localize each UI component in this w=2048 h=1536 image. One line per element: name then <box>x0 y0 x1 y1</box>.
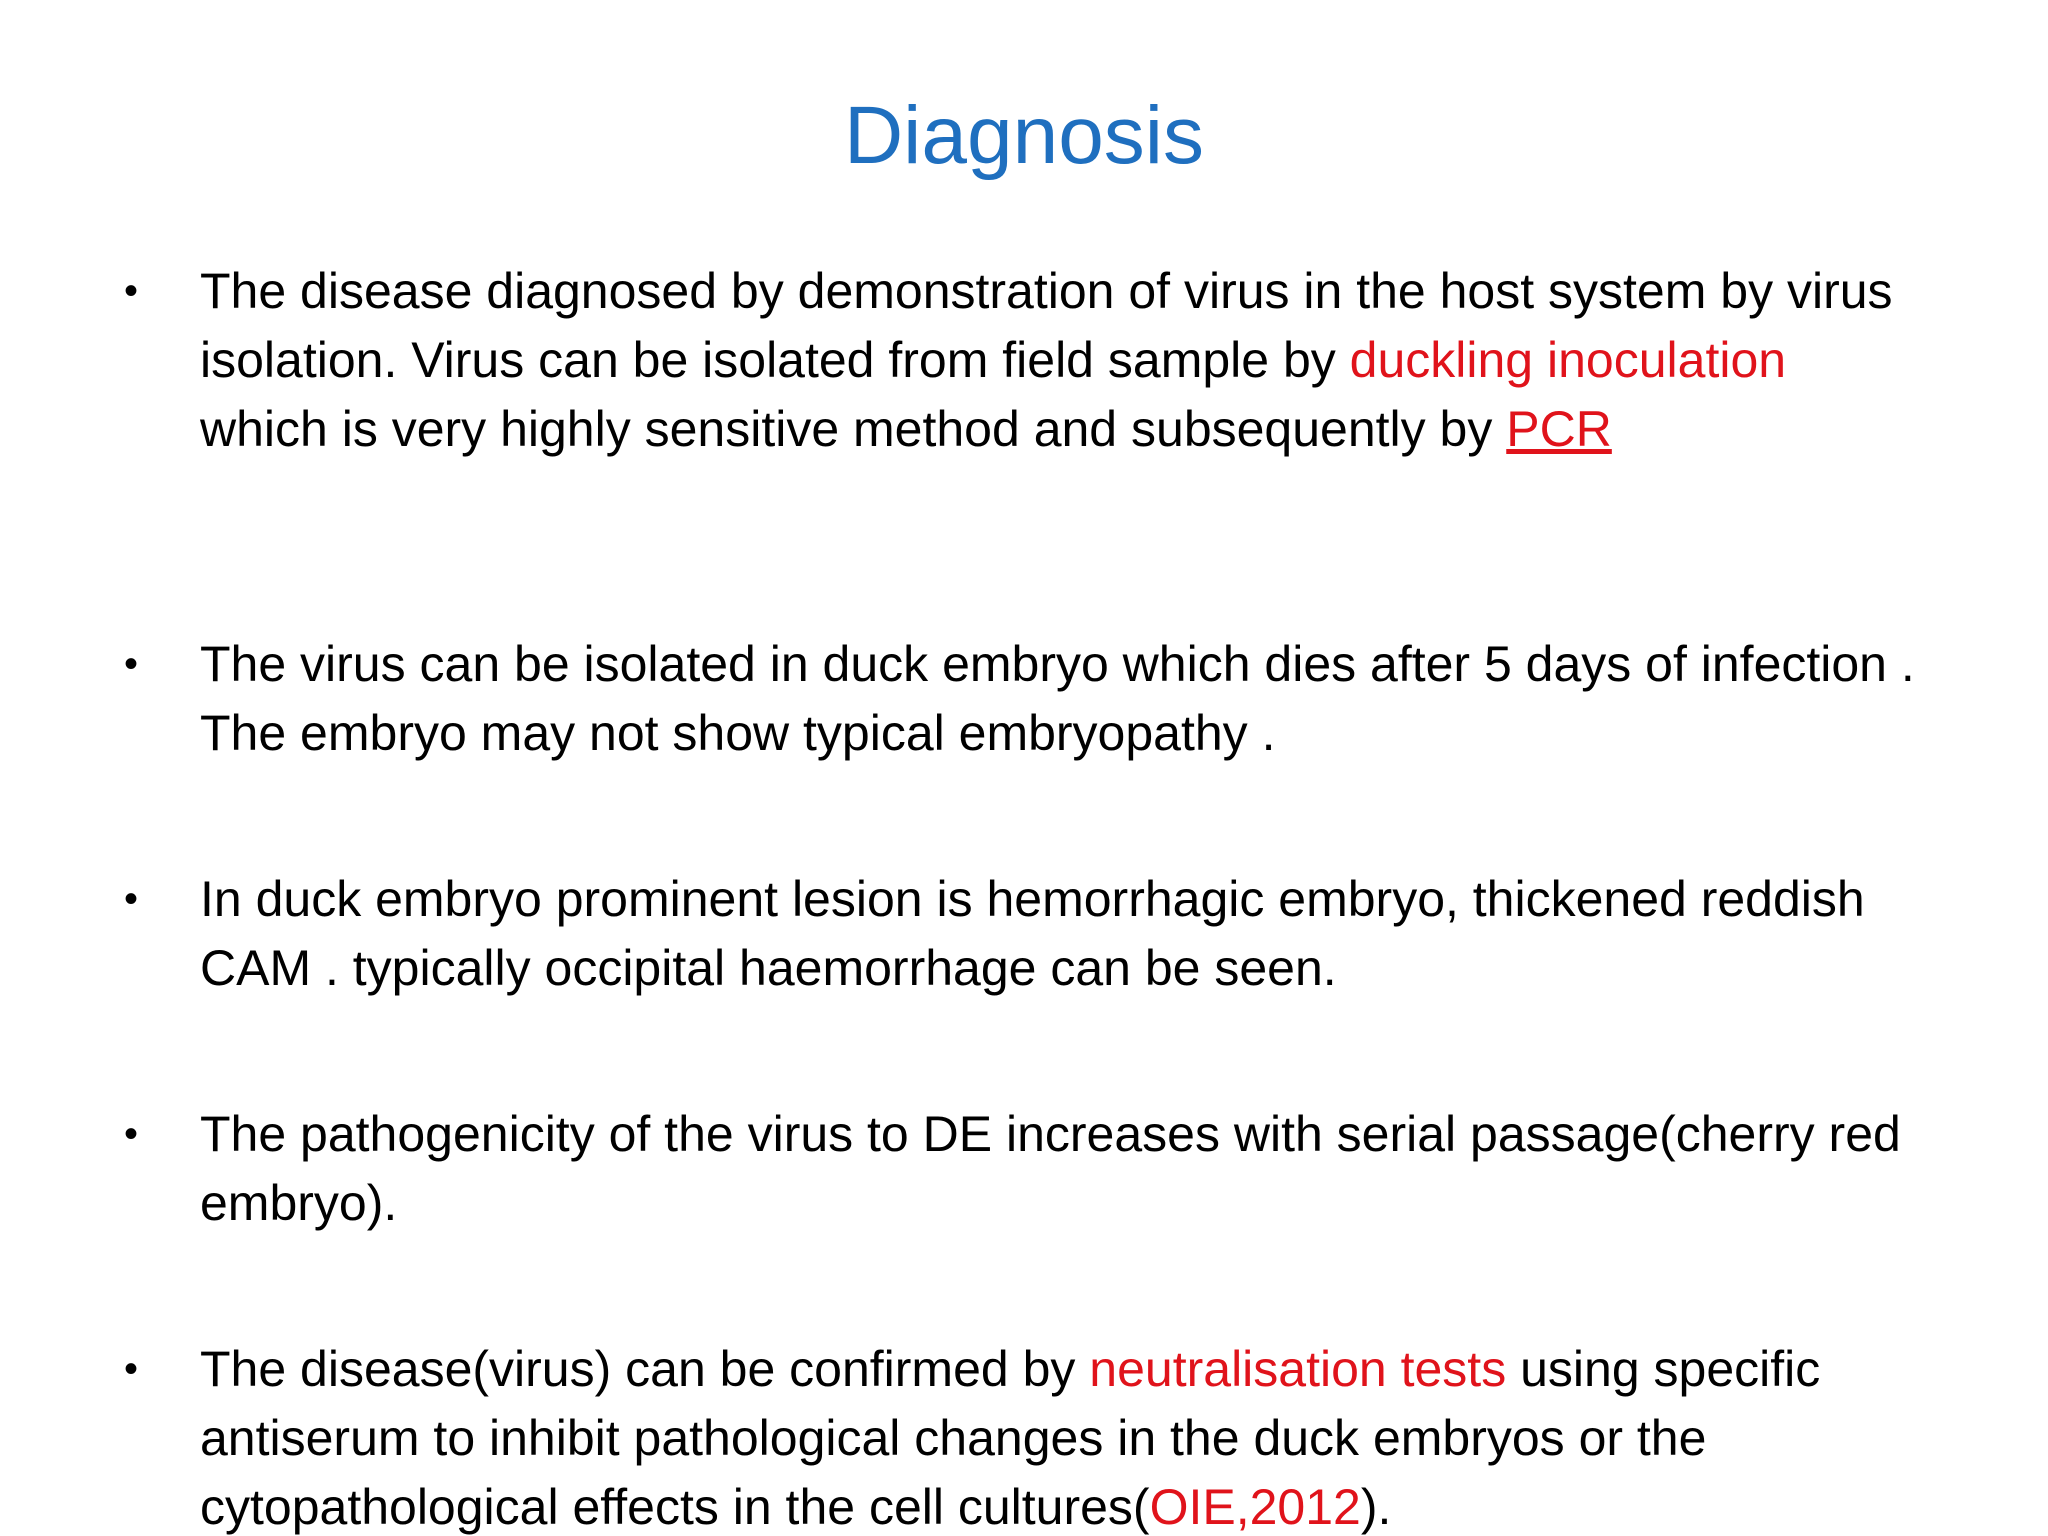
bullet-dot: • <box>124 1112 139 1156</box>
bullet-item <box>124 865 1920 1003</box>
bullet-text: The pathogenicity of the virus to DE increases with serial passage(cherry red embryo). <box>200 1106 1901 1231</box>
bullet-text: which is very highly sensitive method and subsequently by <box>200 401 1507 457</box>
highlight-citation: OIE,2012 <box>1149 1479 1361 1535</box>
bullet-dot: • <box>124 269 139 313</box>
bullet-item <box>124 1100 1920 1238</box>
bullet-item <box>124 630 1920 768</box>
bullet-text: ). <box>1360 1479 1392 1535</box>
bullet-text: The disease(virus) can be confirmed by <box>200 1341 1090 1397</box>
highlight-neutralisation-tests: neutralisation tests <box>1089 1341 1507 1397</box>
bullet-dot: • <box>124 642 139 686</box>
slide-title: Diagnosis <box>843 90 1205 181</box>
bullet-dot: • <box>124 1347 139 1391</box>
bullet-item <box>124 1335 1920 1536</box>
bullet-text: In duck embryo prominent lesion is hemorrhagic embryo, thickened reddish CAM . typically occipital haemorrhage can be seen. <box>200 871 1865 996</box>
bullet-text: The virus can be isolated in duck embryo which dies after 5 days of infection . The embryo may not show typical embryopathy . <box>200 636 1915 761</box>
bullet-text: The disease diagnosed by demonstration of virus in the host system by virus isolation. Virus can be isolated from field sample by <box>200 263 1893 388</box>
bullet-dot: • <box>124 877 139 921</box>
bullet-item <box>124 257 1920 464</box>
bullet-text: using specific antiserum to inhibit pathological changes in the duck embryos or the cytopathological effects in the cell cultures( <box>200 1341 1821 1535</box>
highlight-duckling-inoculation: duckling inoculation <box>1349 332 1787 388</box>
pcr-link[interactable]: PCR <box>1506 401 1612 457</box>
